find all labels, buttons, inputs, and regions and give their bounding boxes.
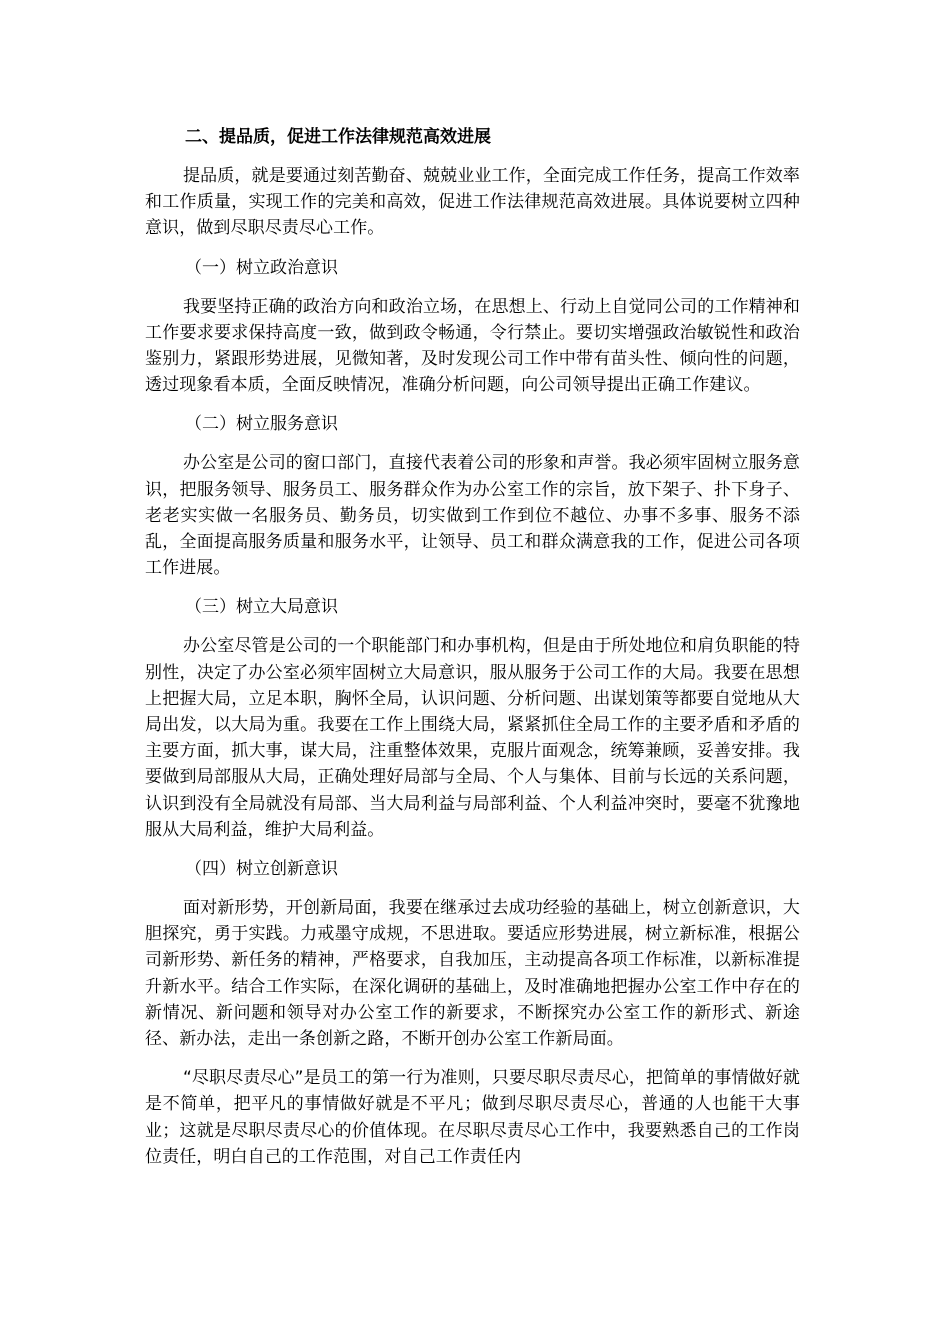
subsection-body-1: 我要坚持正确的政治方向和政治立场，在思想上、行动上自觉同公司的工作精神和工作要求要求保持高度一致，做到政令畅通，令行禁止。要切实增强政治敏锐性和政治鉴别力，紧跟形势进展，见微知著，及时发现公司工作中带有苗头性、倾向性的问题，透过现象看本质，全面反映情况，准确分析问题，向公司领导提出正确工作建议。	[145, 296, 800, 396]
subsection-body-3: 办公室尽管是公司的一个职能部门和办事机构，但是由于所处地位和肩负职能的特别性，决定了办公室必须牢固树立大局意识，服从服务于公司工作的大局。我要在思想上把握大局，立足本职，胸怀全局，认识问题、分析问题、出谋划策等都要自觉地从大局出发，以大局为重。我要在工作上围绕大局，紧紧抓住全局工作的主要矛盾和矛盾的主要方面，抓大事，谋大局，注重整体效果，克服片面观念，统筹兼顾，妥善安排。我要做到局部服从大局，正确处理好局部与全局、个人与集体、目前与长远的关系问题，认识到没有全局就没有局部、当大局利益与局部利益、个人利益冲突时，要毫不犹豫地服从大局利益，维护大局利益。	[145, 636, 800, 840]
section-heading: 二、提品质，促进工作法律规范高效进展	[185, 127, 491, 147]
subsection-body-2: 办公室是公司的窗口部门，直接代表着公司的形象和声誉。我必须牢固树立服务意识，把服务领导、服务员工、服务群众作为办公室工作的宗旨，放下架子、扑下身子、老老实实做一名服务员、勤务员，切实做到工作到位不越位、办事不多事、服务不添乱，全面提高服务质量和服务水平，让领导、员工和群众满意我的工作，促进公司各项工作进展。	[145, 453, 800, 579]
document-page	[145, 124, 800, 1183]
intro-paragraph: 提品质，就是要通过刻苦勤奋、兢兢业业工作，全面完成工作任务，提高工作效率和工作质量，实现工作的完美和高效，促进工作法律规范高效进展。具体说要树立四种意识，做到尽职尽责尽心工作。	[145, 166, 800, 239]
subsection-title-3: （三）树立大局意识	[185, 597, 338, 618]
subsection-title-2: （二）树立服务意识	[185, 414, 338, 435]
subsection-title-1: （一）树立政治意识	[185, 257, 338, 278]
subsection-body-4: 面对新形势，开创新局面，我要在继承过去成功经验的基础上，树立创新意识，大胆探究，勇于实践。力戒墨守成规，不思进取。要适应形势进展，树立新标准，根据公司新形势、新任务的精神，严格要求，自我加压，主动提高各项工作标准，以新标准提升新水平。结合工作实际，在深化调研的基础上，及时准确地把握办公室工作中存在的新情况、新问题和领导对办公室工作的新要求，不断探究办公室工作的新形式、新途径、新办法，走出一条创新之路，不断开创办公室工作新局面。	[145, 898, 800, 1050]
subsection-title-4: （四）树立创新意识	[185, 859, 338, 880]
closing-paragraph: “尽职尽责尽心”是员工的第一行为准则，只要尽职尽责尽心，把简单的事情做好就是不简单，把平凡的事情做好就是不平凡；做到尽职尽责尽心，普通的人也能干大事业；这就是尽职尽责尽心的价值体现。在尽职尽责尽心工作中，我要熟悉自己的工作岗位责任，明白自己的工作范围，对自己工作责任内	[145, 1068, 800, 1167]
